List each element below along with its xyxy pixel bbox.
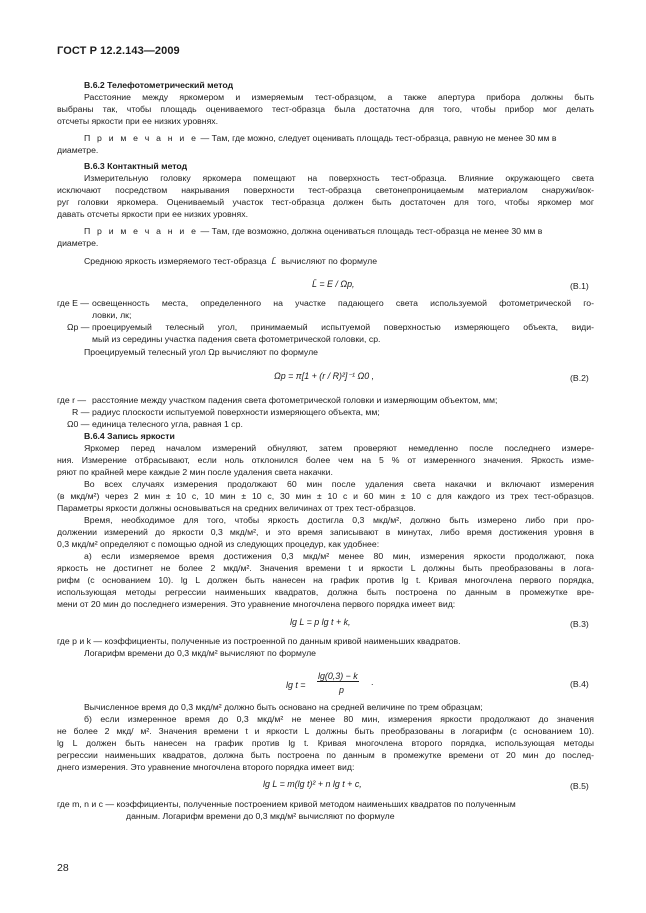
- b62-note-cont: диаметре.: [57, 145, 99, 155]
- projected-angle-line: Проецируемый телесный угол Ωp вычисляют по формуле: [84, 347, 318, 357]
- b63-line: исключают посредством накрывания поверхности тест-образца светонепроницаемым материалом снаружи/вок-: [57, 185, 594, 195]
- formula-b4-left: lg t =: [286, 680, 306, 690]
- formula-b4-denominator: p: [339, 685, 344, 695]
- formula-b1: L̄ = E / Ωp,: [312, 279, 355, 289]
- document-header: ГОСТ Р 12.2.143—2009: [57, 45, 180, 57]
- b64-line: регрессии наименьших квадратов, должна быть построена по данным в промежутке времени от 20 мин до послед-: [57, 750, 594, 760]
- where-text: проецируемый телесный угол, принимаемый испытуемой поверхностью измеряющего объекта, види-: [92, 322, 594, 332]
- b64-line: днего измерения. Это уравнение многочлена второго порядка имеет вид:: [57, 762, 355, 772]
- formula-b4-lhs: lg t: [286, 680, 298, 690]
- b62-line: отсчеты яркости при ее низких уровнях.: [57, 116, 219, 126]
- b64-line: 0,3 мкд/м² определяют с помощью одной из следующих процедур, как удобнее:: [57, 539, 380, 549]
- b64-line: Яркомер перед началом измерений обнуляют, затем проверяют немедленно после последнего измере-: [84, 443, 594, 453]
- b63-note-cont: диаметре.: [57, 238, 99, 248]
- b64-line: использующая методы регрессии наименьших квадратов, должна быть построена по данным в промежутке вре-: [57, 587, 594, 597]
- mean-text: Среднюю яркость измеряемого тест-образца: [84, 256, 267, 266]
- b64-line: должении измерений до яркости 0,3 мкд/м², и это время записывают в минутах, либо время достижения уровня в: [57, 527, 594, 537]
- b64-line: Время, необходимое для того, чтобы яркость достигла 0,3 мкд/м², должно быть измерено либо при про-: [84, 515, 594, 525]
- mean-symbol: L̄: [271, 256, 277, 266]
- b64-line: мени от 20 мин до последнего измерения. Это уравнение многочлена первого порядка имеет вид:: [57, 599, 456, 609]
- note-label: П р и м е ч а н и е: [84, 133, 199, 143]
- formula-b4-period: .: [371, 677, 374, 687]
- equation-number-b1: (В.1): [570, 281, 589, 291]
- b64-line: ряют по крайней мере каждые 2 мин после удаления света накачки.: [57, 467, 333, 477]
- b64-line: (в мкд/м²) через 2 мин ± 10 с, 10 мин ± 10 с, 30 мин ± 10 с и 60 мин ± 10 с для каждого из трех тест-образцов.: [57, 491, 594, 501]
- log-time-line: Логарифм времени до 0,3 мкд/м² вычисляют по формуле: [84, 648, 317, 658]
- section-heading-b64: В.6.4 Запись яркости: [84, 431, 175, 441]
- where2-text: расстояние между участком падения света фотометрической головки и измеряющим объектом, мм;: [92, 395, 498, 405]
- section-heading-b62: В.6.2 Телефотометрический метод: [84, 80, 234, 90]
- b64-line: яркость не достигнет не более 2 мкд/м². Значения времени t и яркости L должны быть преобразованы в лога-: [57, 563, 594, 573]
- mean-tail: вычисляют по формуле: [281, 256, 378, 266]
- where-symbol: где E —: [57, 298, 89, 308]
- formula-b3: lg L = p lg t + k,: [290, 617, 351, 627]
- b62-note: [84, 133, 557, 145]
- b64-line: а) если измеряемое время достижения 0,3 мкд/м² менее 80 мин, измерения яркости продолжают, пока: [84, 551, 594, 561]
- b63-line: давать отсчеты яркости при ее низких уровнях.: [57, 209, 249, 219]
- b62-line: выбраны так, чтобы площадь оцениваемого тест-образца была достаточна для того, чтобы прибор мог делать: [57, 104, 594, 114]
- note-text: — Там, где возможно, должна оцениваться площадь тест-образца не менее 30 мм в: [198, 226, 543, 236]
- formula-b2: Ωp = π[1 + (r / R)²]⁻¹ Ω0 ,: [274, 371, 375, 381]
- page-number: 28: [57, 862, 69, 874]
- formula-b5: lg L = m(lg t)² + n lg t + c,: [263, 779, 362, 789]
- b63-line: руг головки яркомера. Оцениваемый участок тест-образца должен быть достаточен для того, чтобы яркомер мог: [57, 197, 594, 207]
- where2-symbol: Ω0 —: [67, 419, 90, 429]
- where2-text: единица телесного угла, равная 1 ср.: [92, 419, 243, 429]
- note-label: П р и м е ч а н и е: [84, 226, 199, 236]
- b64-line: б) если измеренное время до 0,3 мкд/м² не менее 80 мин, измерения яркости продолжают до значения: [84, 714, 594, 724]
- where5-cont: данным. Логарифм времени до 0,3 мкд/м² вычисляют по формуле: [126, 811, 395, 821]
- b64-line: lg L должен быть нанесен на график против lg t. Кривая многочлена второго порядка, использующая методы: [57, 738, 594, 748]
- b63-note: [84, 226, 542, 238]
- where5-line: где m, n и c — коэффициенты, полученные построением кривой методом наименьших квадратов по полученным: [57, 799, 516, 809]
- where-cont: ловки, лк;: [92, 310, 132, 320]
- where-text: освещенность места, определенного на участке падающего света используемой фотометрической го-: [92, 298, 594, 308]
- section-heading-b63: В.6.3 Контактный метод: [84, 161, 188, 171]
- equation-number-b3: (В.3): [570, 619, 589, 629]
- b64-line: не более 2 мкд/ м². Значения времени t и яркости L должны быть преобразованы в логарифм (с основанием 10).: [57, 726, 594, 736]
- calc-time-line: Вычисленное время до 0,3 мкд/м² должно быть основано на средней величине по трем образцам;: [84, 702, 483, 712]
- equation-number-b4: (В.4): [570, 679, 589, 689]
- b62-line: Расстояние между яркомером и измеряемым тест-образцом, а также апертура прибора должны быть: [84, 92, 594, 102]
- mean-brightness-line: [84, 256, 377, 268]
- b63-line: Измерительную головку яркомера помещают на поверхность тест-образца. Влияние окружающего света: [84, 173, 594, 183]
- where-cont: мый из середины участка падения света фотометрической головки, ср.: [92, 334, 381, 344]
- equation-number-b2: (В.2): [570, 373, 589, 383]
- formula-b4-numerator: lg(0,3) − k: [318, 671, 358, 681]
- equation-number-b5: (В.5): [570, 781, 589, 791]
- where2-text: радиус плоскости испытуемой поверхности измеряющего объекта, мм;: [92, 407, 380, 417]
- b64-line: ния. Измерение отбрасывают, если ноль отклонился более чем на 5 % от измеренного значения. Яркость изме-: [57, 455, 594, 465]
- where-symbol: Ωp —: [67, 322, 90, 332]
- b64-line: рифм (с основанием 10). lg L должен быть нанесен на график против lg t. Кривая многочлена первого порядка,: [57, 575, 594, 585]
- where2-symbol: где r —: [57, 395, 87, 405]
- note-text: — Там, где можно, следует оценивать площадь тест-образца, равную не менее 30 мм в: [198, 133, 557, 143]
- where3-line: где p и k — коэффициенты, полученные из построенной по данным кривой наименьших квадратов.: [57, 636, 461, 646]
- b64-line: Параметры яркости должны основываться на средних величинах от трех тест-образцов.: [57, 503, 416, 513]
- b64-line: Во всех случаях измерения продолжают 60 мин после удаления света накачки и включают измерения: [84, 479, 594, 489]
- where2-symbol: R —: [72, 407, 90, 417]
